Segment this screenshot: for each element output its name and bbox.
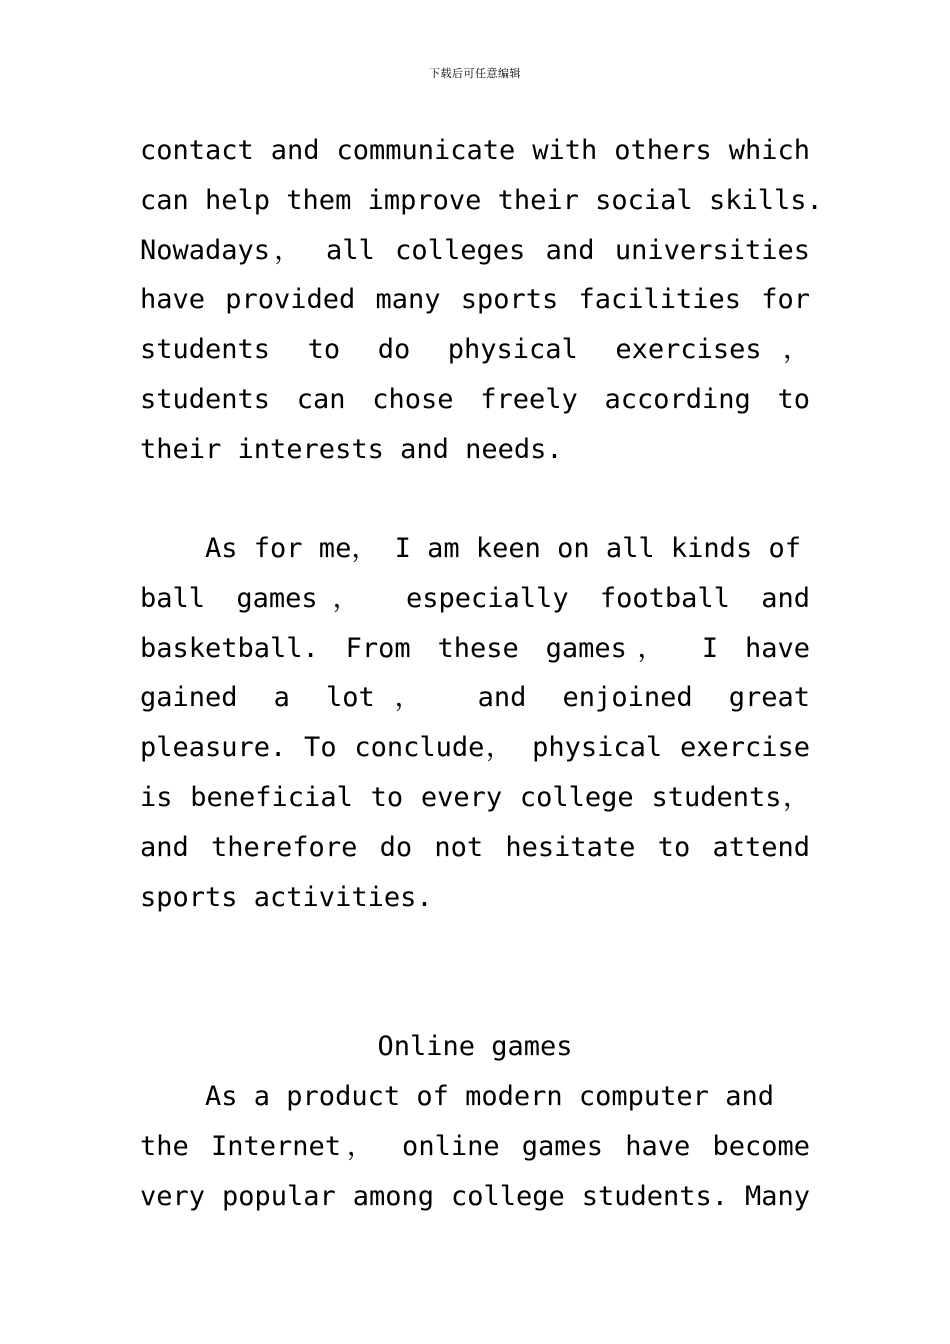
paragraph-social-skills [140, 126, 823, 475]
text-line: have provided many sports facilities for [140, 284, 810, 316]
text-line: is beneficial to every college students， [140, 781, 810, 813]
section-title: Online games [377, 1031, 573, 1062]
paragraph-ball-games [140, 524, 810, 922]
text-line: Nowadays， all colleges and universities [140, 234, 810, 266]
text-line: basketball. From these games， I have [140, 632, 810, 664]
text-line: sports activities. [140, 881, 433, 913]
text-line: gained a lot， and enjoined great [140, 682, 810, 714]
page-header: 下载后可任意编辑 [429, 67, 521, 80]
text-line: pleasure. To conclude， physical exercise [140, 732, 810, 764]
text-line: As for me， I am keen on all kinds of [140, 533, 801, 564]
text-line: students can chose freely according to [140, 383, 810, 415]
text-line: students to do physical exercises， [140, 334, 810, 366]
text-line: can help them improve their social skills. [140, 184, 823, 216]
paragraph-online-games [140, 1072, 810, 1221]
text-line: the Internet， online games have become [140, 1130, 810, 1162]
text-line: very popular among college students. Many [140, 1180, 810, 1212]
text-line: and therefore do not hesitate to attend [140, 831, 810, 863]
text-line: ball games， especially football and [140, 582, 810, 614]
text-line: contact and communicate with others which [140, 135, 810, 166]
text-line: their interests and needs. [140, 433, 563, 465]
text-line: As a product of modern computer and [140, 1081, 774, 1112]
